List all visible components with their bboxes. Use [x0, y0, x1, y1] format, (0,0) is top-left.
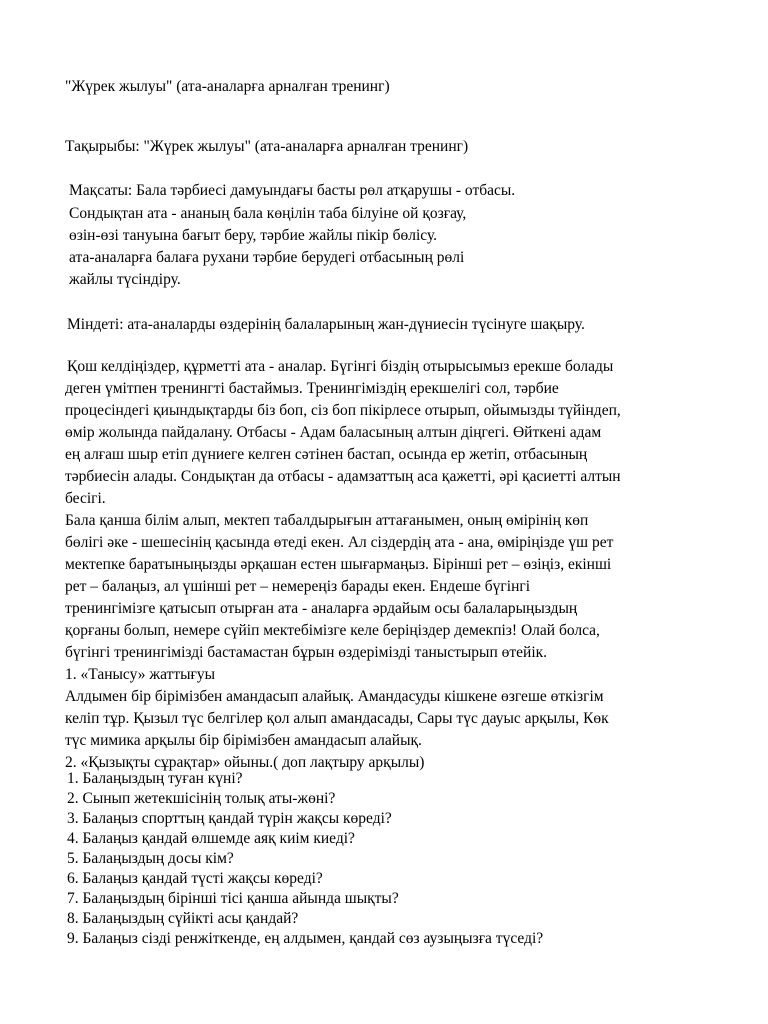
question-item: 7. Балаңыздың бірінші тісі қанша айында шықты?	[67, 890, 399, 907]
body-line: түс мимика арқылы бір бірімізбен амандасып алайық.	[65, 732, 422, 749]
body-line: тренингімізге қатысып отырған ата - аналарға әрдайым осы балаларыңыздың	[65, 600, 578, 617]
body-line: бүгінгі тренингімізді бастамастан бұрын өздерімізді таныстырып өтейік.	[65, 644, 548, 661]
question-item: 4. Балаңыз қандай өлшемде аяқ киім киеді?	[67, 830, 355, 847]
section-heading: 1. «Танысу» жаттығуы	[65, 666, 216, 683]
intro-line: процесіндегі қиындықтарды біз боп, сіз боп пікірлесе отырып, ойымызды түйіндеп,	[65, 402, 621, 419]
body-line: Алдымен бір бірімізбен амандасып алайық. Амандасуды кішкене өзгеше өткізгім	[65, 688, 604, 705]
task-paragraph: Міндеті: ата-аналарды өздерінің балаларының жан-дүниесін түсінуге шақыру.	[67, 316, 585, 333]
body-line: келіп тұр. Қызыл түс белгілер қол алып амандасады, Сары түс дауыс арқылы, Көк	[65, 710, 609, 727]
body-line: Бала қанша білім алып, мектеп табалдырығын аттағанымен, оның өмірінің көп	[65, 512, 589, 529]
goal-line: ата-аналарға балаға рухани тәрбие берудегі отбасының рөлі	[69, 249, 465, 266]
question-item: 3. Балаңыз спорттың қандай түрін жақсы көреді?	[67, 810, 392, 827]
goal-line: өзін-өзі тануына бағыт беру, тәрбие жайлы пікір бөлісу.	[69, 227, 438, 244]
document-topic: Тақырыбы: "Жүрек жылуы" (ата-аналарға арналған тренинг)	[65, 138, 469, 155]
question-item: 5. Балаңыздың досы кім?	[67, 850, 234, 867]
body-line: мектепке баратыныңызды әрқашан естен шығармаңыз. Бірінші рет – өзіңіз, екінші	[65, 556, 612, 573]
question-item: 2. Сынып жетекшісінің толық аты-жөні?	[67, 790, 336, 807]
document-title: "Жүрек жылуы" (ата-аналарға арналған тренинг)	[65, 78, 390, 95]
goal-line: Мақсаты: Бала тәрбиесі дамуындағы басты рөл атқарушы - отбасы.	[69, 182, 516, 199]
question-item: 6. Балаңыз қандай түсті жақсы көреді?	[67, 870, 323, 887]
body-line: қорғаны болып, немере сүйіп мектебімізге келе беріңіздер демекпіз! Олай болса,	[65, 622, 600, 639]
question-item: 8. Балаңыздың сүйікті асы қандай?	[67, 910, 299, 927]
question-item: 1. Балаңыздың туған күні?	[67, 770, 243, 787]
intro-line: өмір жолында пайдалану. Отбасы - Адам баласының алтын діңгегі. Өйткені адам	[65, 424, 602, 441]
question-item: 9. Балаңыз сізді ренжіткенде, ең алдымен, қандай сөз аузыңызға түседі?	[67, 930, 544, 947]
section-heading: 2. «Қызықты сұрақтар» ойыны.( доп лақтыру арқылы)	[65, 754, 425, 771]
body-line: бөлігі әке - шешесінің қасында өтеді екен. Ал сіздердің ата - ана, өміріңізде үш рет	[65, 534, 614, 551]
intro-line: деген үмітпен тренингті бастаймыз. Тренингіміздің ерекшелігі сол, тәрбие	[65, 380, 559, 397]
intro-line: тәрбиесін алады. Сондықтан да отбасы - адамзаттың аса қажетті, әрі қасиетті алтын	[65, 468, 621, 485]
goal-line: жайлы түсіндіру.	[69, 271, 181, 288]
body-line: рет – балаңыз, ал үшінші рет – немереңіз барады екен. Ендеше бүгінгі	[65, 578, 531, 595]
intro-line: бесігі.	[65, 490, 106, 507]
goal-line: Сондықтан ата - ананың бала көңілін таба білуіне ой қозғау,	[69, 205, 467, 222]
intro-line: Қош келдіңіздер, құрметті ата - аналар. Бүгінгі біздің отырысымыз ерекше болады	[67, 358, 614, 375]
intro-line: ең алғаш шыр етіп дүниеге келген сәтінен бастап, осында ер жетіп, отбасының	[65, 446, 588, 463]
